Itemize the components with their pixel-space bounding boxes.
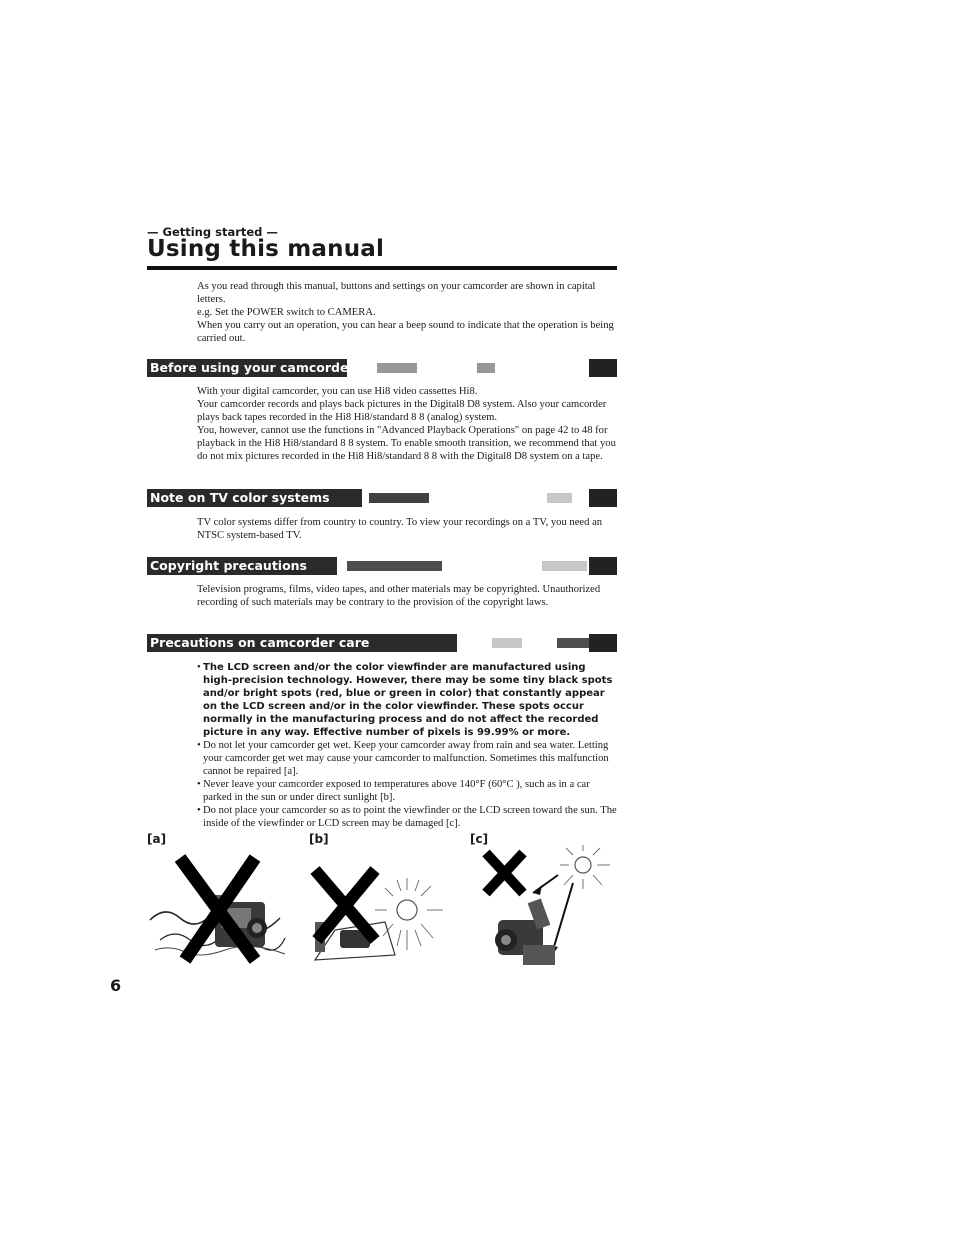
illustration-wet-camcorder	[145, 850, 295, 965]
page-number: 6	[110, 976, 122, 995]
section-body-copyright	[197, 583, 617, 609]
care-bullets	[197, 661, 617, 830]
care-bullet: • Do not place your camcorder so as to point the viewfinder or the LCD screen toward the sun. The inside of the viewfinder or LCD screen may be damaged [c].	[197, 805, 617, 829]
section-banner-tv-color	[147, 489, 617, 507]
figure-label-a: [a]	[147, 832, 167, 846]
care-bullet: • Do not let your camcorder get wet. Keep your camcorder away from rain and sea water. Letting your camcorder get wet may cause your camcorder to malfunction. Sometimes this malfunction cannot be repaired [a].	[197, 740, 609, 777]
illustration-camcorder-toward-sun	[478, 845, 618, 980]
section-heading: Precautions on camcorder care	[150, 635, 370, 650]
section-paragraph: Television programs, films, video tapes, and other materials may be copyrighted. Unauthorized recording of such materials may be contrary to the provision of the copyright laws.	[197, 584, 601, 608]
section-banner-before-using	[147, 359, 617, 377]
section-label: — Getting started —	[147, 225, 278, 239]
care-bullet: • The LCD screen and/or the color viewfinder are manufactured using high-precision technology. However, there may be some tiny black spots and/or bright spots (red, blue or green in color) that constantly appear on the LCD screen and/or in the color viewfinder. These spots occur normally in the manufacturing process and do not affect the recorded picture in any way. Effective number of pixels is 99.99% or more.	[197, 662, 613, 738]
intro-text	[197, 280, 617, 345]
intro-paragraph: e.g. Set the POWER switch to CAMERA.	[197, 307, 376, 318]
section-paragraph: Your camcorder records and plays back pictures in the Digital8 D8 system. Also your camcorder plays back tapes recorded in the Hi8 Hi8/standard 8 8 (analog) system.	[197, 399, 607, 423]
section-heading: Copyright precautions	[150, 558, 308, 573]
page-title: Using this manual	[147, 236, 385, 262]
section-heading: Note on TV color systems	[150, 490, 330, 505]
title-rule	[147, 266, 617, 270]
section-body-before-using	[197, 385, 617, 463]
section-body-tv-color	[197, 516, 617, 542]
section-paragraph: You, however, cannot use the functions in "Advanced Playback Operations" on page 42 to 48 for playback in the Hi8 Hi8/standard 8 8 system. To enable smooth transition, we recommend that you do not mix pictures recorded in the Hi8 Hi8/standard 8 8 with the Digital8 D8 system on a tape.	[197, 425, 616, 462]
figure-label-c: [c]	[470, 832, 489, 846]
section-banner-camcorder-care	[147, 634, 617, 652]
care-bullet-text: Do not place your camcorder so as to point the viewfinder or the LCD screen toward the sun. The inside of the viewfinder or LCD screen may be damaged [c].	[203, 805, 617, 829]
illustration-sun-camcorder	[305, 860, 450, 965]
care-bullet-text: The LCD screen and/or the color viewfinder are manufactured using high-precision technology. However, there may be some tiny black spots and/or bright spots (red, blue or green in color) that constantly appear on the LCD screen and/or in the color viewfinder. These spots occur normally in the manufacturing process and do not affect the recorded picture in any way. Effective number of pixels is 99.99% or more.	[203, 662, 613, 738]
section-paragraph: With your digital camcorder, you can use Hi8 video cassettes Hi8.	[197, 386, 478, 397]
section-heading: Before using your camcorder	[150, 360, 355, 375]
care-bullet-text: Do not let your camcorder get wet. Keep your camcorder away from rain and sea water. Letting your camcorder get wet may cause your camcorder to malfunction. Sometimes this malfunction cannot be repaired [a].	[203, 740, 609, 777]
section-paragraph: TV color systems differ from country to country. To view your recordings on a TV, you need an NTSC system-based TV.	[197, 517, 603, 541]
section-banner-copyright	[147, 557, 617, 575]
figure-label-b: [b]	[309, 832, 329, 846]
care-bullet: • Never leave your camcorder exposed to temperatures above 140°F (60°C ), such as in a car parked in the sun or under direct sunlight [b].	[197, 779, 590, 803]
care-bullet-text: Never leave your camcorder exposed to temperatures above 140°F (60°C ), such as in a car parked in the sun or under direct sunlight [b].	[203, 779, 590, 803]
intro-paragraph: As you read through this manual, buttons and settings on your camcorder are shown in capital letters.	[197, 281, 596, 305]
intro-paragraph: When you carry out an operation, you can hear a beep sound to indicate that the operation is being carried out.	[197, 320, 614, 344]
